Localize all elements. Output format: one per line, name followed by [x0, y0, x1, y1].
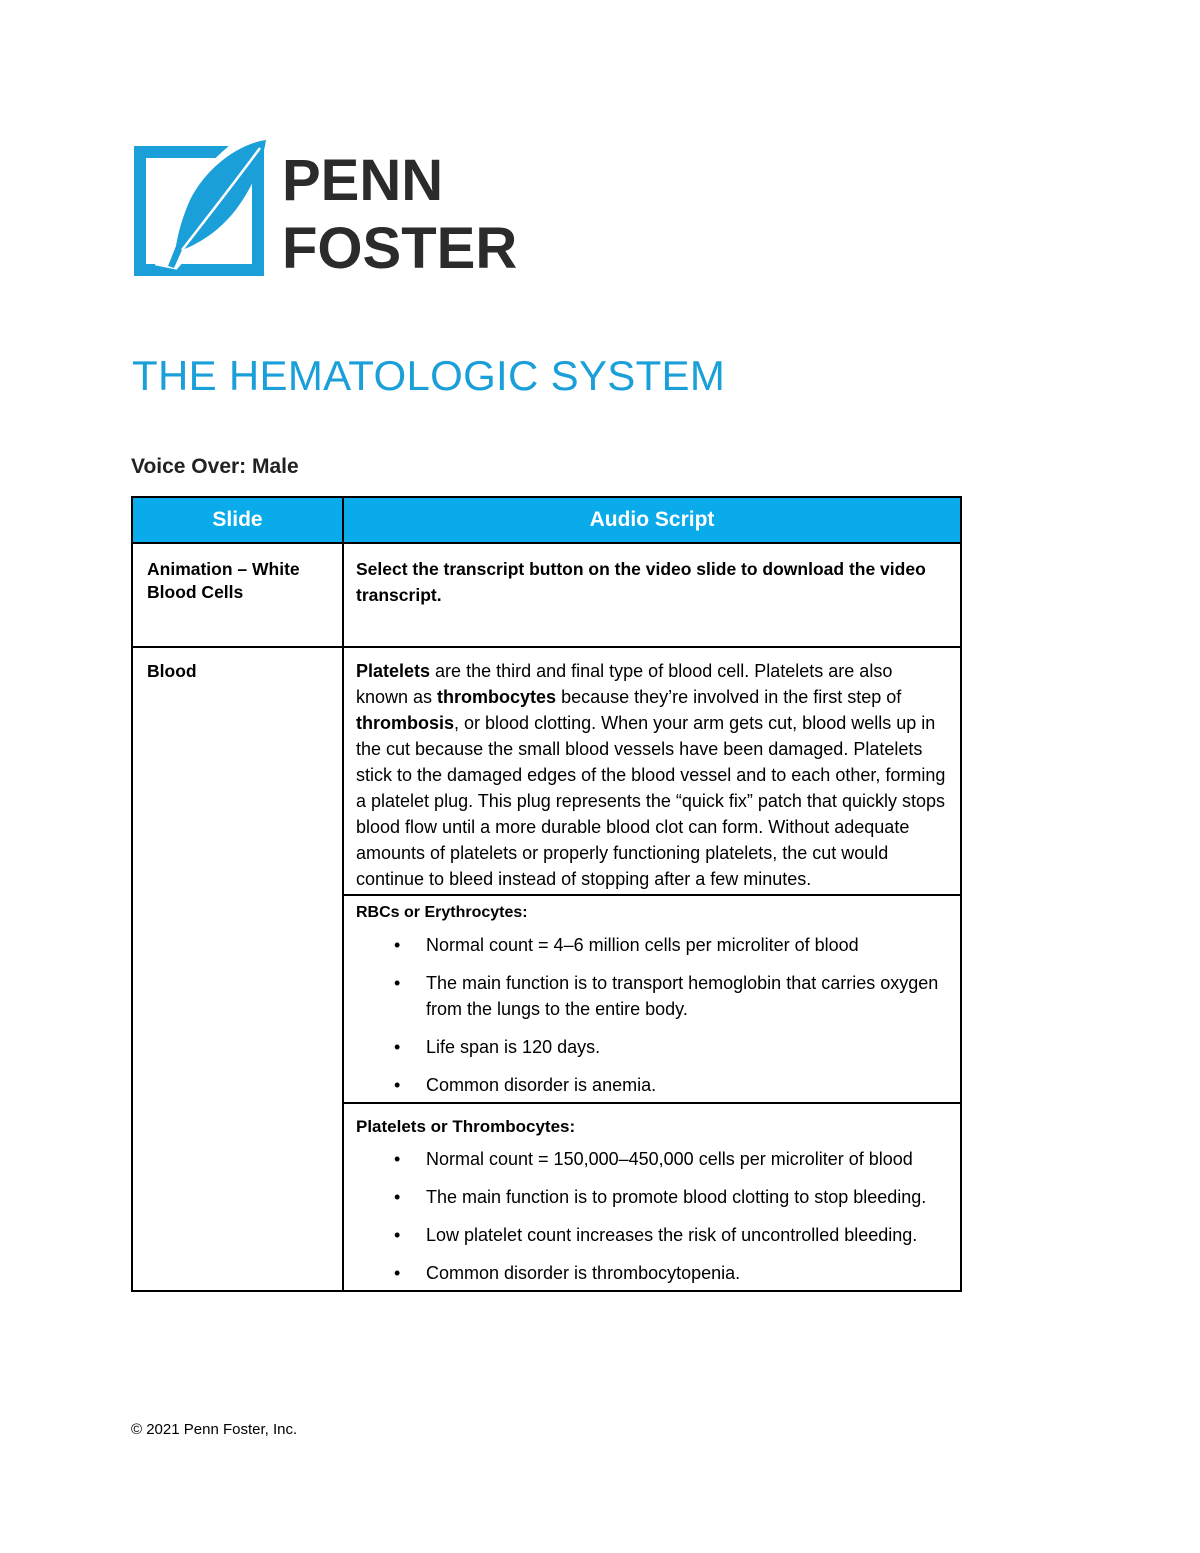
- page-title: THE HEMATOLOGIC SYSTEM: [132, 352, 726, 399]
- slide-name-cell: Blood: [132, 647, 343, 1291]
- table-row: [132, 543, 961, 647]
- list-item: • Common disorder is thrombocytopenia.: [356, 1260, 948, 1286]
- copyright-footer: © 2021 Penn Foster, Inc.: [131, 1421, 298, 1438]
- list-item: • Low platelet count increases the risk of uncontrolled bleeding.: [356, 1222, 948, 1248]
- voice-over-label: Voice Over: Male: [131, 455, 299, 478]
- slide-name-cell: Animation – White Blood Cells: [132, 543, 343, 647]
- brand-line-1: PENN: [282, 148, 444, 213]
- platelets-heading: Platelets or Thrombocytes:: [356, 1117, 576, 1136]
- script-table: [131, 496, 962, 1292]
- audio-script-cell: [343, 543, 961, 647]
- list-item: • The main function is to promote blood clotting to stop bleeding.: [356, 1184, 948, 1210]
- transcript-instruction: Select the transcript button on the video slide to download the video transcript.: [356, 559, 926, 605]
- rbc-list: [356, 932, 948, 1098]
- rbc-heading: RBCs or Erythrocytes:: [356, 904, 528, 921]
- platelets-paragraph: Platelets are the third and final type of blood cell. Platelets are also known as thrombocytes because they’re involved in the first step of thrombosis, or blood clotting. When your arm gets cut, blood wells up in the cut because the small blood vessels have been damaged. Platelets stick to the damaged edges of the blood vessel and to each other, forming a platelet plug. This plug represents the “quick fix” patch that quickly stops blood flow until a more durable blood clot can form. Without adequate amounts of platelets or properly functioning platelets, the cut would continue to bleed instead of stopping after a few minutes.: [356, 661, 946, 889]
- audio-column-header: Audio Script: [343, 497, 961, 543]
- platelets-list: [356, 1146, 948, 1286]
- audio-script-cell: [343, 647, 961, 895]
- penn-foster-logo: [134, 138, 574, 278]
- brand-line-2: FOSTER: [282, 216, 518, 278]
- rbc-facts-cell: [343, 895, 961, 1103]
- list-item: • Normal count = 150,000–450,000 cells per microliter of blood: [356, 1146, 948, 1172]
- list-item: • Life span is 120 days.: [356, 1034, 948, 1060]
- list-item: • The main function is to transport hemoglobin that carries oxygen from the lungs to the entire body.: [356, 970, 948, 1022]
- table-header-row: [132, 497, 961, 543]
- table-row: [132, 647, 961, 895]
- list-item: • Common disorder is anemia.: [356, 1072, 948, 1098]
- feather-quill-icon: [134, 138, 574, 278]
- slide-column-header: Slide: [132, 497, 343, 543]
- list-item: • Normal count = 4–6 million cells per microliter of blood: [356, 932, 948, 958]
- platelet-facts-cell: [343, 1103, 961, 1291]
